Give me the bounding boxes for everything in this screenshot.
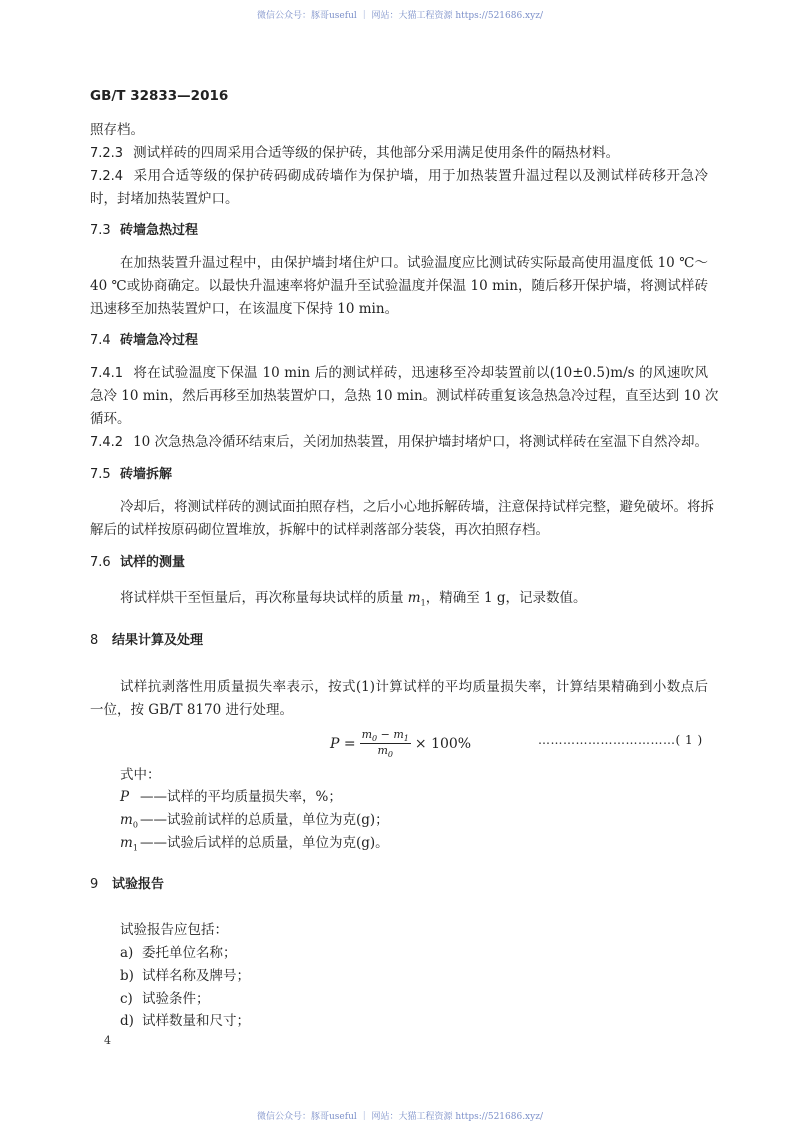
text-line: 解后的试样按原码砌位置堆放，拆解中的试样剥落部分装袋，再次拍照存档。 <box>90 522 549 538</box>
sub: 1 <box>403 734 409 744</box>
numerator <box>360 728 411 744</box>
definition-m0 <box>120 810 708 836</box>
heading-title: 试验报告 <box>112 877 165 892</box>
clause-7-4-1 <box>90 363 708 384</box>
list-item <box>120 989 708 1009</box>
definition-p <box>120 787 708 807</box>
heading-7-3 <box>90 221 708 241</box>
list-item <box>120 966 708 986</box>
clause-7-2-4 <box>90 166 708 187</box>
text-line: 急冷 10 min，然后再移至加热装置炉口，急热 10 min。测试样砖重复该急热急冷过程，直至达到 10 次 <box>90 388 719 404</box>
text-line: 循环。 <box>90 411 131 427</box>
list-item <box>120 943 708 963</box>
heading-number: 7.5 <box>90 467 111 482</box>
list-marker: a) <box>120 945 134 961</box>
heading-number: 7.4 <box>90 333 111 348</box>
heading-title: 砖墙拆解 <box>120 467 173 482</box>
definition-text: ——试验前试样的总质量，单位为克(g)； <box>140 812 389 828</box>
text-line: 迅速移至加热装置炉口，在该温度下保持 10 min。 <box>90 301 399 317</box>
list-marker: c) <box>120 991 133 1007</box>
clause-number: 7.4.2 <box>90 435 124 450</box>
text-line: 冷却后，将测试样砖的测试面拍照存档，之后小心地拆解砖墙，注意保持试样完整，避免破坏。将拆 <box>120 499 714 515</box>
equation-number: ……………………………( 1 ) <box>538 733 703 747</box>
heading-7-5 <box>90 465 708 485</box>
clause-number: 7.4.1 <box>90 366 124 381</box>
subscript: 1 <box>420 598 426 608</box>
text-segment: ，精确至 1 g，记录数值。 <box>425 590 587 606</box>
minus: − <box>377 728 394 741</box>
var: m <box>393 728 404 741</box>
text-line: 时，封堵加热装置炉口。 <box>90 191 239 207</box>
heading-title: 试样的测量 <box>120 555 186 570</box>
clause-7-2-3 <box>90 143 708 164</box>
clause-text: 采用合适等级的保护砖码砌成砖墙作为保护墙，用于加热装置升温过程以及测试样砖移开急冷 <box>133 168 708 184</box>
text-line: 一位，按 GB/T 8170 进行处理。 <box>90 702 293 718</box>
text-line: 式中： <box>120 767 161 783</box>
formula-tail: × 100% <box>414 735 472 752</box>
text-line <box>120 588 708 614</box>
clause-text: 测试样砖的四周采用合适等级的保护砖，其他部分采用满足使用条件的隔热材料。 <box>133 145 620 161</box>
watermark-bottom: 微信公众号：豚哥useful ｜ 网站：大猫工程资源 https://521686.xyz/ <box>257 1112 543 1122</box>
heading-title: 砖墙急热过程 <box>120 223 199 238</box>
list-item <box>120 1011 708 1031</box>
denominator <box>377 744 393 759</box>
clause-number: 7.2.4 <box>90 169 124 184</box>
heading-number: 7.6 <box>90 555 111 570</box>
list-text: 试样数量和尺寸； <box>142 1013 250 1029</box>
heading-title: 结果计算及处理 <box>112 633 204 648</box>
heading-8 <box>90 631 708 651</box>
watermark-top: 微信公众号：豚哥useful ｜ 网站：大猫工程资源 https://521686.xyz/ <box>257 11 543 21</box>
clause-7-4-2 <box>90 432 708 453</box>
definition-text: ——试验后试样的总质量，单位为克(g)。 <box>140 835 389 851</box>
text-line: 试验报告应包括： <box>120 922 228 938</box>
list-text: 试验条件； <box>142 991 210 1007</box>
definition-m1 <box>120 833 708 859</box>
subscript: 0 <box>132 820 138 830</box>
list-text: 委托单位名称； <box>142 945 237 961</box>
symbol: m <box>120 812 133 828</box>
clause-text: 10 次急热急冷循环结束后，关闭加热装置，用保护墙封堵炉口，将测试样砖在室温下自然冷却。 <box>133 434 709 450</box>
heading-number: 9 <box>90 877 99 892</box>
var: m <box>377 744 388 758</box>
list-text: 试样名称及牌号； <box>142 968 250 984</box>
symbol: m <box>120 835 133 851</box>
definition-text: ——试样的平均质量损失率，%； <box>140 789 342 805</box>
text-line: 40 ℃或协商确定。以最快升温速率将炉温升至试验温度并保温 10 min，随后移开保护墙，将测试样砖 <box>90 278 708 294</box>
sub: 0 <box>372 734 378 744</box>
standard-number: GB/T 32833—2016 <box>90 88 229 104</box>
heading-7-6 <box>90 553 708 573</box>
heading-9 <box>90 875 708 895</box>
text-line: 在加热装置升温过程中，由保护墙封堵住炉口。试验温度应比测试砖实际最高使用温度低 10 ℃～ <box>120 255 708 271</box>
subscript: 1 <box>132 843 138 853</box>
text-line: 照存档。 <box>90 122 144 138</box>
sub: 0 <box>387 750 394 760</box>
var: m <box>361 728 373 741</box>
heading-number: 7.3 <box>90 223 111 238</box>
heading-title: 砖墙急冷过程 <box>120 333 199 348</box>
fraction <box>360 728 411 759</box>
text-line: 试样抗剥落性用质量损失率表示，按式(1)计算试样的平均质量损失率，计算结果精确到小数点后 <box>120 679 708 695</box>
formula-1 <box>330 728 471 759</box>
list-marker: d) <box>120 1013 134 1029</box>
clause-number: 7.2.3 <box>90 146 124 161</box>
text-segment: 将试样烘干至恒量后，再次称量每块试样的质量 <box>120 590 408 606</box>
page-number: 4 <box>104 1034 111 1047</box>
variable: m <box>407 590 421 606</box>
list-marker: b) <box>120 968 134 984</box>
clause-text: 将在试验温度下保温 10 min 后的测试样砖，迅速移至冷却装置前以(10±0.5)m/s 的风速吹风 <box>133 365 708 381</box>
symbol: P <box>120 789 130 805</box>
heading-7-4 <box>90 331 708 351</box>
formula-lhs: P = <box>330 735 356 752</box>
heading-number: 8 <box>90 633 99 648</box>
